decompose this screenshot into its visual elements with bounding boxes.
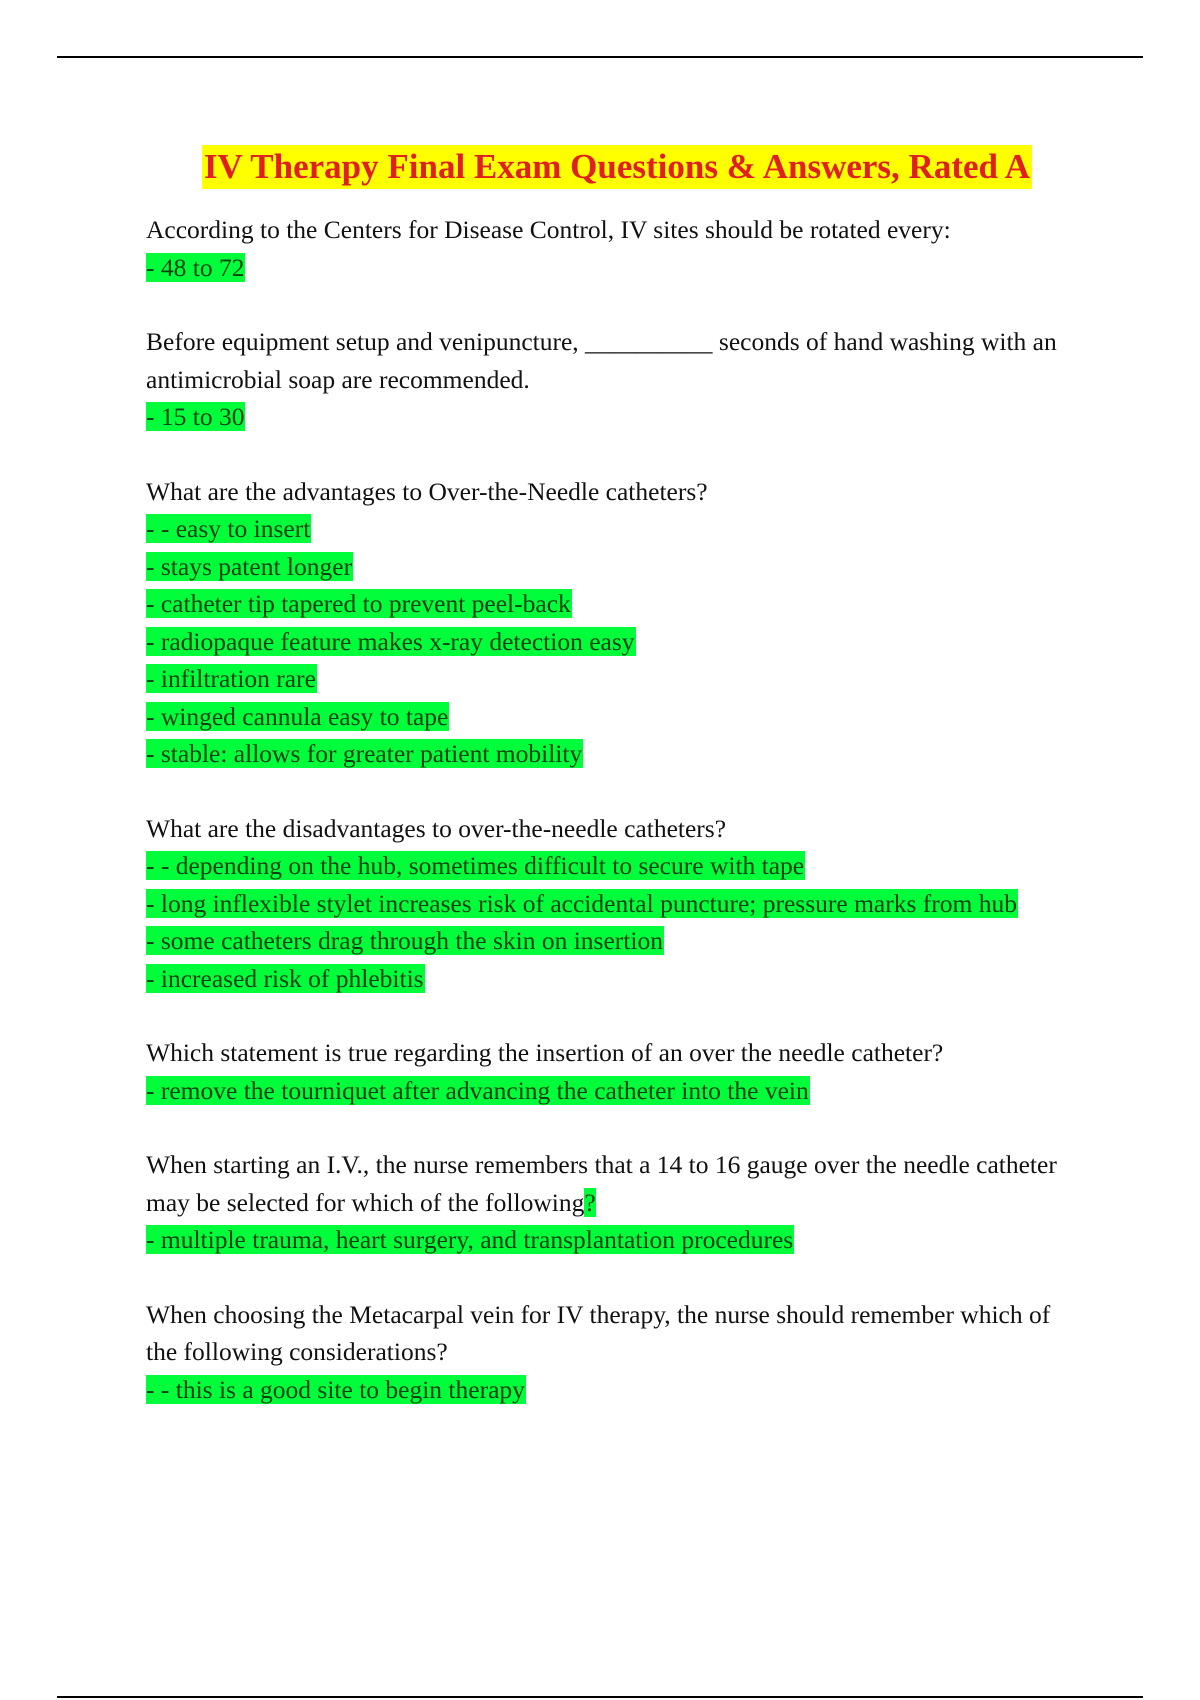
question-text bbox=[146, 1146, 1076, 1221]
answer-text: - - this is a good site to begin therapy bbox=[146, 1374, 525, 1404]
answer-line bbox=[146, 660, 1076, 698]
answer-line bbox=[146, 398, 1076, 436]
qa-item bbox=[146, 1296, 1076, 1409]
answer-text: - infiltration rare bbox=[146, 664, 316, 693]
answer-line bbox=[146, 735, 1076, 773]
answer-line bbox=[146, 548, 1076, 586]
answer-line bbox=[146, 847, 1076, 885]
question-main-text: When starting an I.V., the nurse remembers that a 14 to 16 gauge over the needle catheter may be selected for which of the following bbox=[146, 1150, 1057, 1217]
qa-item bbox=[146, 211, 1076, 286]
question-text: Which statement is true regarding the insertion of an over the needle catheter? bbox=[146, 1038, 944, 1067]
question-mark-highlight: ? bbox=[584, 1187, 596, 1217]
answer-line bbox=[146, 623, 1076, 661]
answer-line bbox=[146, 1072, 1076, 1110]
answer-text: - multiple trauma, heart surgery, and transplantation procedures bbox=[146, 1225, 794, 1254]
answer-text: - long inflexible stylet increases risk of accidental puncture; pressure marks from hub bbox=[146, 888, 1017, 918]
answer-text: - 48 to 72 bbox=[146, 252, 245, 282]
answer-text: - increased risk of phlebitis bbox=[146, 963, 424, 993]
answer-text: - stable: allows for greater patient mobility bbox=[146, 739, 583, 768]
question-text: What are the disadvantages to over-the-needle catheters? bbox=[146, 813, 727, 843]
answer-text: - catheter tip tapered to prevent peel-back bbox=[146, 589, 571, 618]
qa-item bbox=[146, 1034, 1076, 1109]
answer-line bbox=[146, 922, 1076, 960]
answer-text: - stays patent longer bbox=[146, 551, 353, 581]
qa-item bbox=[146, 473, 1076, 773]
question-text: Before equipment setup and venipuncture, __________ seconds of hand washing with an antimicrobial soap are recommended. bbox=[146, 327, 1057, 394]
title-wrap bbox=[0, 145, 1200, 189]
answer-text: - winged cannula easy to tape bbox=[146, 701, 449, 731]
answer-text: - remove the tourniquet after advancing the catheter into the vein bbox=[146, 1075, 809, 1105]
answer-line bbox=[146, 698, 1076, 736]
question-text: According to the Centers for Disease Control, IV sites should be rotated every: bbox=[146, 215, 951, 244]
qa-item bbox=[146, 1146, 1076, 1259]
answer-text: - some catheters drag through the skin on insertion bbox=[146, 926, 663, 955]
answer-line bbox=[146, 1371, 1076, 1409]
qa-item bbox=[146, 323, 1076, 436]
top-rule bbox=[57, 56, 1143, 58]
answer-line bbox=[146, 1221, 1076, 1259]
answer-line bbox=[146, 585, 1076, 623]
answer-text: - 15 to 30 bbox=[146, 402, 245, 431]
answer-text: - radiopaque feature makes x-ray detection easy bbox=[146, 626, 635, 656]
question-text: What are the advantages to Over-the-Needle catheters? bbox=[146, 476, 708, 506]
question-text: When choosing the Metacarpal vein for IV therapy, the nurse should remember which of the following considerations? bbox=[146, 1299, 1051, 1366]
answer-line bbox=[146, 960, 1076, 998]
answer-text: - - easy to insert bbox=[146, 514, 311, 543]
bottom-rule bbox=[57, 1696, 1143, 1698]
qa-item bbox=[146, 810, 1076, 998]
answer-line bbox=[146, 510, 1076, 548]
document-title: IV Therapy Final Exam Questions & Answers, Rated A bbox=[202, 145, 1032, 189]
answer-text: - - depending on the hub, sometimes difficult to secure with tape bbox=[146, 851, 805, 880]
answer-line bbox=[146, 885, 1076, 923]
qa-list bbox=[146, 211, 1076, 1445]
answer-line bbox=[146, 249, 1076, 287]
